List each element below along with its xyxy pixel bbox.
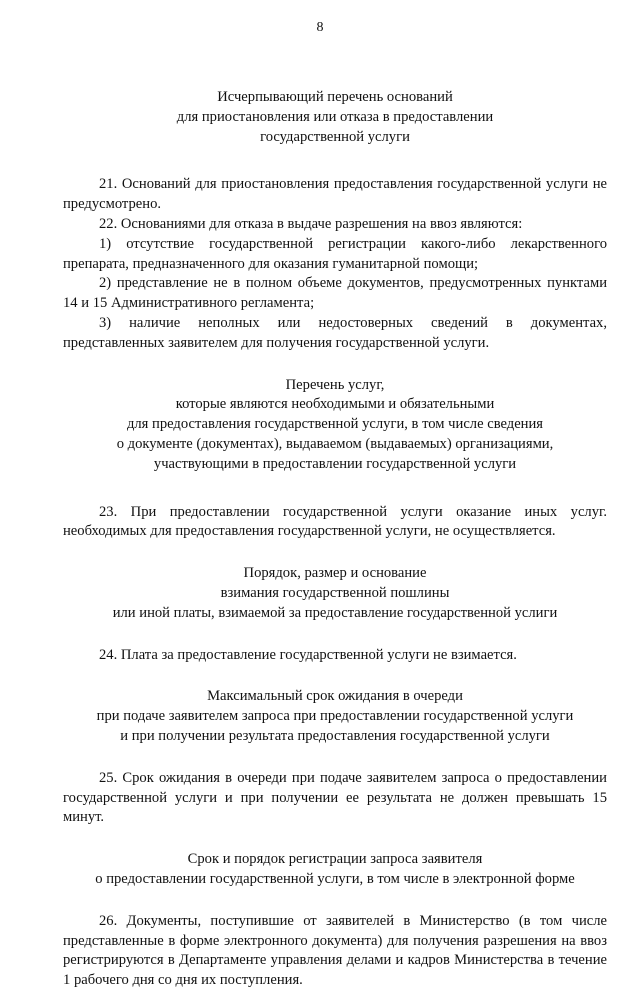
section-heading-services (63, 376, 607, 475)
heading-line: Порядок, размер и основание (243, 565, 427, 582)
heading-line: взимания государственной пошлины (220, 584, 450, 601)
heading-line: для предоставления государственной услуги, в том числе сведения (126, 416, 544, 433)
paragraph-21: 21. Оснований для приостановления предоставления государственной услуги не предусмотрено. (63, 176, 607, 213)
section-heading-queue (63, 687, 607, 746)
heading-line: которые являются необходимыми и обязательными (175, 396, 495, 413)
heading-line: для приостановления или отказа в предоставлении (176, 108, 494, 125)
section-heading-fee (63, 564, 607, 623)
paragraph-22-item-3: 3) наличие неполных или недостоверных сведений в документах, представленных заявителем для получения государственной услуги. (63, 314, 607, 351)
heading-line: о предоставлении государственной услуги, в том числе в электронной форме (95, 870, 575, 887)
section-heading-registration (63, 850, 607, 890)
heading-line: и при получении результата предоставления государственной услуги (120, 727, 550, 744)
heading-line: государственной услуги (260, 128, 410, 145)
paragraph-25: 25. Срок ожидания в очереди при подаче заявителем запроса о предоставлении государственной услуги и при получении ее результата не должен превышать 15 минут. (63, 769, 607, 826)
paragraph-23: 23. При предоставлении государственной услуги оказание иных услуг. необходимых для предоставления государственной услуги, не осуществляется. (63, 503, 607, 540)
paragraph-24: 24. Плата за предоставление государственной услуги не взимается. (99, 646, 517, 663)
page-number: 8 (316, 20, 324, 35)
heading-line: Максимальный срок ожидания в очереди (207, 688, 463, 705)
paragraph-22-item-2: 2) представление не в полном объеме документов, предусмотренных пунктами 14 и 15 Административного регламента; (63, 275, 607, 312)
paragraph-22-item-1: 1) отсутствие государственной регистрации какого-либо лекарственного препарата, предназначенного для оказания гуманитарной помощи; (63, 235, 607, 272)
heading-line: при подаче заявителем запроса при предоставлении государственной услуги (96, 708, 574, 725)
heading-line: Исчерпывающий перечень оснований (217, 89, 453, 105)
heading-line: Перечень услуг, (285, 376, 385, 393)
paragraph-22: 22. Основаниями для отказа в выдаче разрешения на ввоз являются: (99, 215, 523, 232)
heading-line: о документе (документах), выдаваемом (выдаваемых) организациями, (116, 435, 554, 452)
heading-line: или иной платы, взимаемой за предоставление государственной услиги (112, 604, 558, 621)
document-body (63, 88, 607, 991)
heading-line: Срок и порядок регистрации запроса заявителя (187, 851, 483, 868)
heading-line: участвующими в предоставлении государственной услуги (153, 455, 517, 472)
section-heading-grounds (63, 88, 607, 147)
paragraph-26: 26. Документы, поступившие от заявителей в Министерство (в том числе представленные в форме электронного документа) для получения разрешения на ввоз регистрируются в Департаменте управления делами и кадров Министерства в течение 1 рабочего дня со дня их поступления. (63, 912, 607, 989)
